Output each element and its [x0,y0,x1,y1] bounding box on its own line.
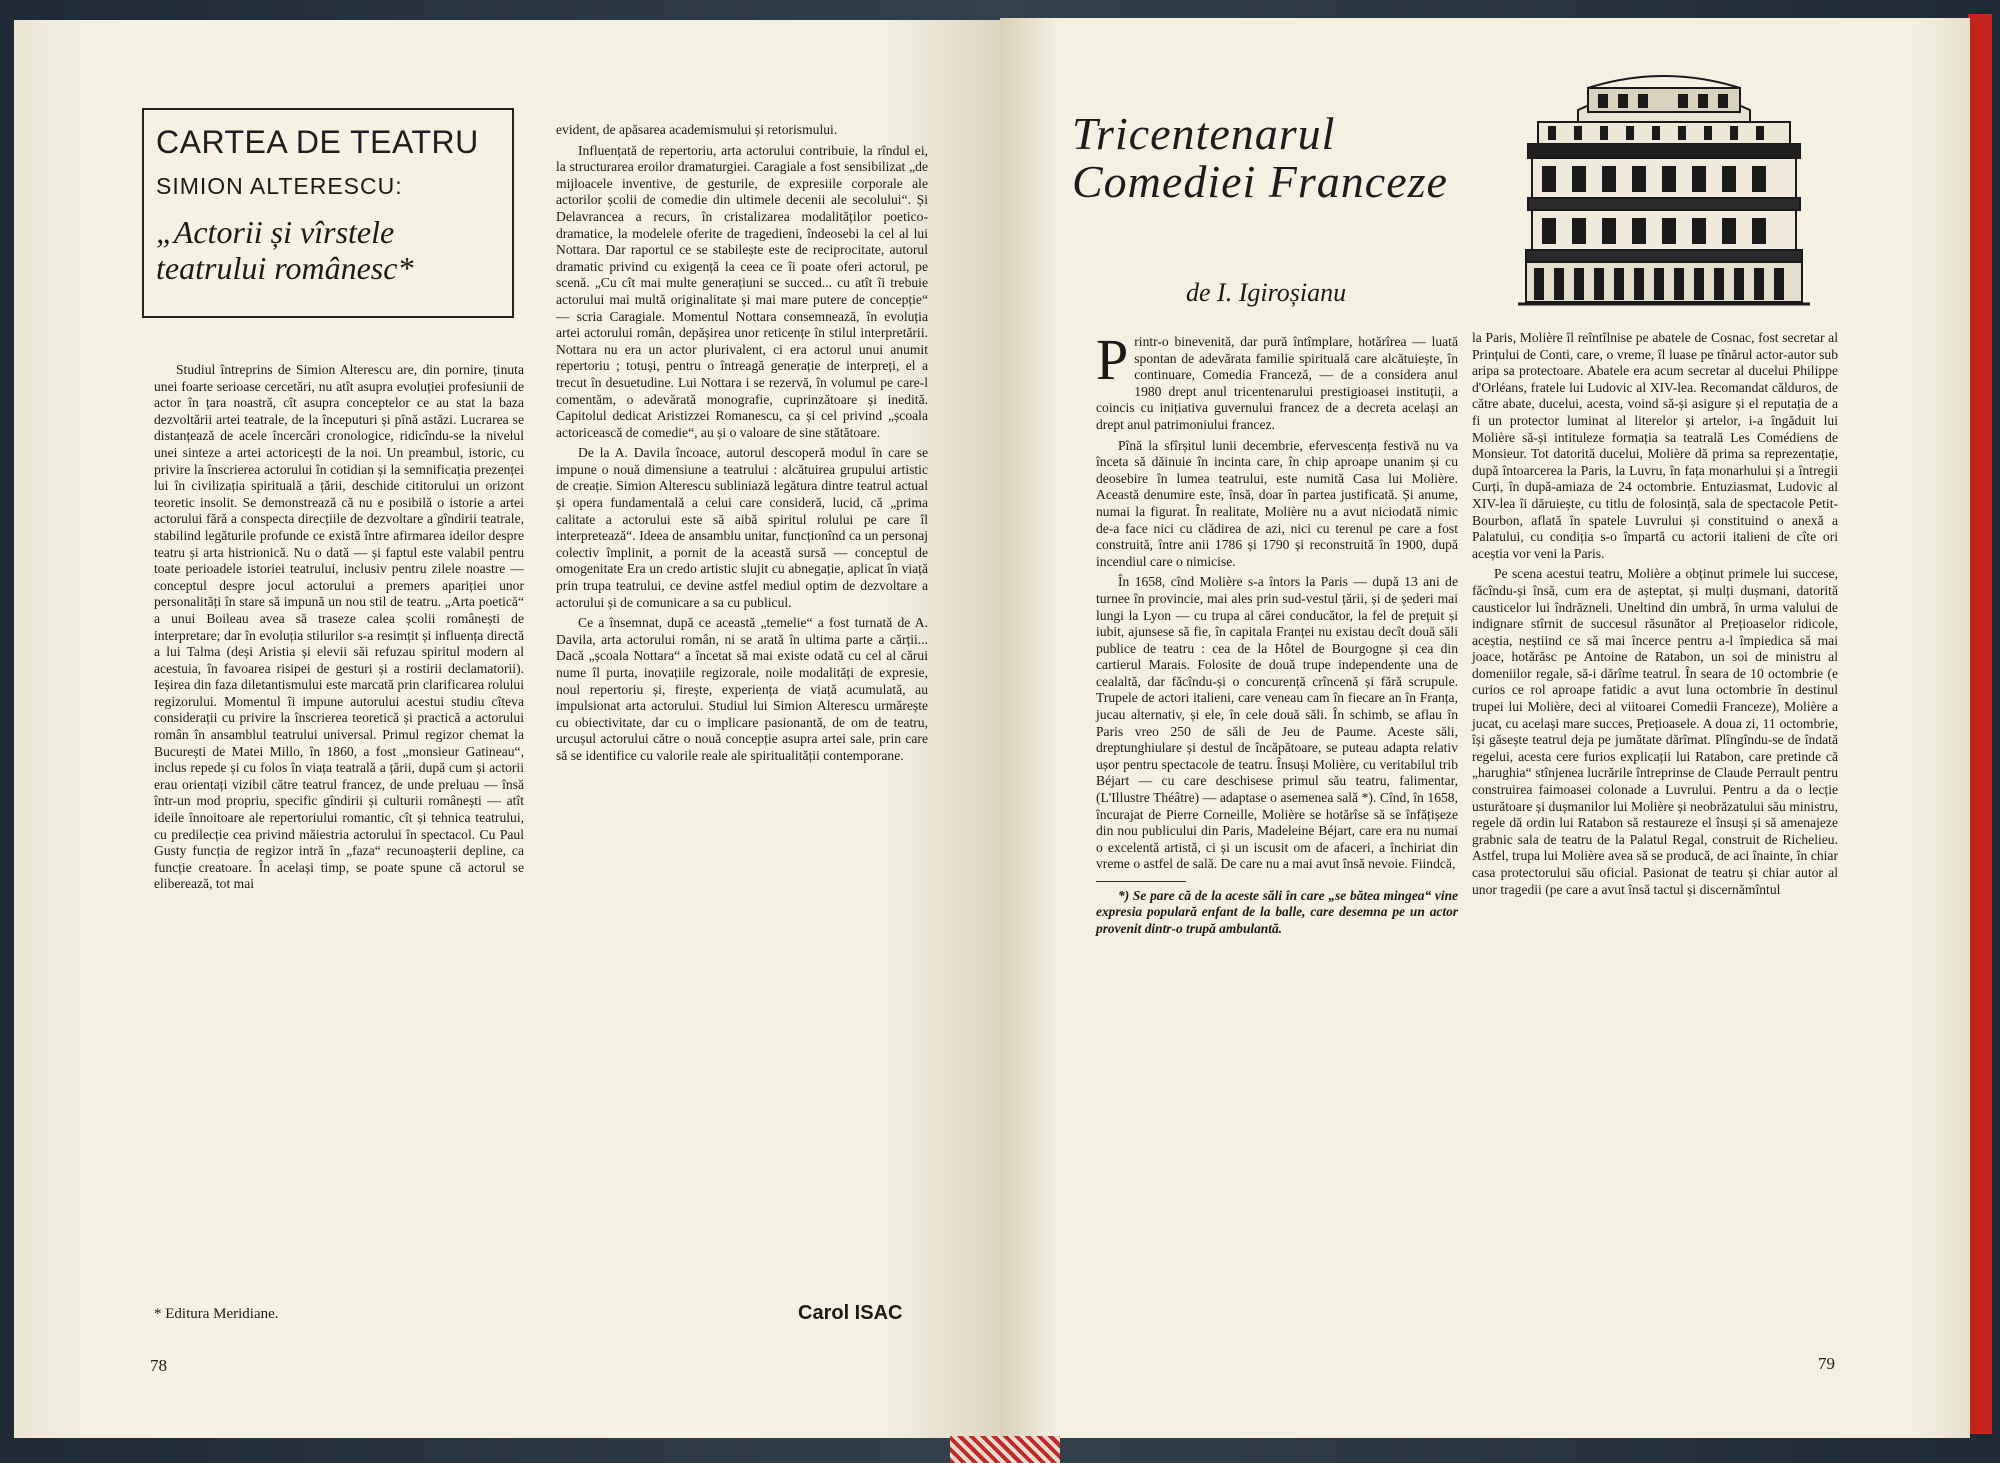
paragraph: Influențată de repertoriu, arta actorului contribuie, la rîndul ei, la structurarea eroilor dramaturgiei. Caragiale a fost sensibilizat „de mijloacele inventive, de gesturile, de expresiile corporale ale actorilor școlii de comedie din ultimele decenii ale secolului“. Și Delavrancea a recurs, în cristalizarea modalităților poetico-dramatice, la modelele oferite de tragedieni, îndeosebi la cel al lui Nottara. Dar raportul ce se stabilește este de reciprocitate, autorul dramatic privind cu exigență la ceea ce îi poate oferi actorul, pe scenă. „Cu cît mai multe generațiuni se succed... cu atît îi trebuie actorului mai multă originalitate și mai mare putere de concepție“ — scria Caragiale. Momentul Nottara consemnează, în evoluția artei actorului român, depășirea unor reticențe în stilul interpretării. Nottara nu era un actor plurivalent, ci era actorul unui anumit repertoriu ; totuși, pentru o întreagă generație de interpreți, el a trecut în desuetudine. Lui Nottara i se rezervă, în volumul pe care-l comentăm, o adevărată monografie, cuprinzătoare și inedită. Capitolul dedicat Aristizzei Romanescu, ca și cel privind „școala actoricească de comedie“, au și o valoare de sine stătătoare. [556,142,928,440]
page-number-right: 79 [1818,1354,1835,1373]
paragraph: rintr-o binevenită, dar pură întîmplare, hotărîrea — luată spontan de adevărata familie spirituală care alcătuiește, în continuare, Comedia Franceză, — de a considera anul 1980 drept anul tricentenarului prestigioasei instituții, a coincis cu inițiativa guvernului francez de a decreta același an drept anul patrimoniului francez. [1096,334,1458,432]
drop-cap: P [1096,327,1129,392]
article-footnote: *) Se pare că de la aceste săli în care „se bătea mingea“ vine expresia populară enfant de la balle, care desemna pe un actor provenit dintr-o trupă ambulantă. [1096,888,1458,936]
reviewed-book-title: „Actorii și vîrstele teatrului românesc* [156,214,414,286]
left-column-2 [556,122,928,769]
paragraph-with-dropcap [1096,327,1458,434]
paragraph: În 1658, cînd Molière s-a întors la Paris — după 13 ani de turnee în provincie, mai ales prin sud-vestul țării, și de șederi mai lungi la Lyon — cu trupa al cărei conducător, la fel de prețuit și iubit, ajunsese să fie, în capitala Franței nu existau decît două săli publice de teatru : cea de la Hôtel de Bourgogne și cea din cartierul Marais. Folosite de două trupe independente una de cealaltă, dar făcîndu-și o concurență crîncenă și fără scrupule. Trupele de actori italieni, care veneau cam în fiecare an în Franța, jucau alternativ, și ele, în cele două săli. În schimb, se aflau în Paris vreo 250 de săli de Jeu de Paume. Aceste săli, dreptunghiulare și destul de încăpătoare, se puteau adapta relativ ușor pentru spectacole de teatru. Însuși Molière, cu veritabilul trib Béjart — cu care deschisese primul său teatru, falimentar, (L'Illustre Théâtre) — adaptase o asemenea sală *). Cînd, în 1658, încurajat de Pierre Corneille, Molière se hotărîse să se înfățișeze din nou publicului din Paris, Madeleine Béjart, care era nu numai o excelentă artistă, ci și un iscusit om de afaceri, a închiriat din vreme o astfel de sală. De care nu a mai avut însă nevoie. Fiindcă, [1096,574,1458,872]
footnote-rule [1096,881,1186,882]
left-column-1 [154,362,524,897]
page-number-left: 78 [150,1356,167,1375]
publisher-footnote: * Editura Meridiane. [154,1306,279,1322]
section-title: CARTEA DE TEATRU [156,124,479,160]
red-edge-strip [1968,14,1992,1434]
paragraph: evident, de apăsarea academismului și retorismului. [556,122,838,137]
article-byline: de I. Igiroșianu [1186,278,1347,307]
bookmark-ribbon [950,1436,1060,1463]
paragraph: Pe scena acestui teatru, Molière a obținut primele lui succese, făcîndu-și însă, cum era de așteptat, și mulți dușmani, datorită causticelor lui îndrăzneli. Uneltind din umbră, în urma valului de indignare stîrnit de succesul răsunător al Prețioaselor ridicole, aceștia, neștiind ce să mai încerce pentru a-l împiedica să mai joace, hotărăsc pe Antoine de Ratabon, un soi de ministru al domeniilor regale, să-i dărîme teatrul. În seara de 10 octombrie (e curios ce rol aproape fatidic a avut luna octombrie în destinul trupei lui Molière, deci al viitoarei Comedii Franceze), Molière a jucat, cu același mare succes, Prețioasele. A doua zi, 11 octombrie, își găsește teatrul deja pe jumătate dărîmat. Plîngîndu-se de îndată regelui, acesta cere furios explicații lui Ratabon, care pretinde că „harughia“ stînjenea lucrările întreprinse de Claude Perrault pentru construirea faimoasei colonade a Luvrului. Pentru a da o lecție usturătoare și dușmanilor lui Molière și neobrăzatului său ministru, regele dă ordin lui Ratabon să restaureze el însuși și să amenajeze grabnic sala de teatru de la Palatul Regal, construit de Richelieu. Astfel, trupa lui Molière avea să se producă, de aci înainte, în chiar casa protectorului său oficial. Pasionat de teatru și chiar autor al unor tragedii (pe care a avut însă tactul și discernămîntul [1472,566,1838,897]
paragraph: De la A. Davila încoace, autorul descoperă modul în care se impune o nouă dimensiune a teatrului : alcătuirea grupului artistic de creație. Simion Alterescu subliniază legătura dintre teatrul actual și opera fundamentală a celui care consideră, lucid, că „prima calitate a actorului este să aibă spiritul rolului pe care îl interpretează“. Ideea de ansamblu unitar, funcționînd ca un personaj colectiv împlinit, a pornit de la această sursă — conceptul de omogenitate Era un credo artistic slujit cu abnegație, aplicat în viață prin trupa teatrului, ce devine astfel mediul optim de dezvoltare a actorului și de comunicare a sa cu publicul. [556,445,928,610]
review-signature: Carol ISAC [798,1302,903,1324]
theatre-building-icon [1518,70,1810,306]
paragraph: la Paris, Molière îl reîntîlnise pe abatele de Cosnac, fost secretar al Prințului de Conti, care, o vreme, îl luase pe tînărul actor-autor sub aripa sa protectoare. Abatele era acum secretar al ducelui Philippe d'Orléans, fratele lui Ludovic al XIV-lea. Recomandat călduros, de către abate, ducelui, acesta, voind să-și asigure și el reputația de a fi un protector luminat al literelor și artelor, i-a îngăduit lui Molière să-și intituleze formația sa teatrală Les Comédiens de Monsieur. Tot datorită ducelui, Molière dă prima sa reprezentație, după întoarcerea la Paris, la Luvru, în fața monarhului și a întregii Curți, în după-amiaza de 24 octombrie. Entuziasmat, Ludovic al XIV-lea îi dăruiește, cu titlu de folosință, sala de spectacole Petit-Bourbon, aflată în spatele Luvrului și constituind o anexă a Palatului, cu condiția s-o împartă cu actorii italieni de cîte ori aceștia vor veni la Paris. [1472,330,1838,561]
article-headline: Tricentenarul Comediei Franceze [1072,108,1448,207]
right-column-1 [1096,327,1458,941]
right-column-2 [1472,330,1838,902]
paragraph: Studiul întreprins de Simion Alterescu are, din pornire, ținuta unei foarte serioase cercetări, nu atît asupra evoluției profesiunii de actor în țara noastră, cît asupra conceptelor ce au stat la baza dezvoltării artei teatrale, de la începuturi și pînă astăzi. Lucrarea se distanțează de acele încercări cronologice, ridicîndu-se la nivelul unei sinteze a artei actoricești de la noi. Un preambul, istoric, cu privire la înscrierea actorului în cotidian și la semnificația prezenței lui în civilizația spirituală a țării, deschide cititorului un orizont teoretic insolit. Se demonstrează că nu e posibilă o istorie a artei actorului fără a conspecta direcțiile de dezvoltare a gîndirii teatrale, stabilind legăturile profunde ce există între afirmarea ideilor despre teatru și arta histrionică. Nu o dată — și faptul este valabil pentru toate perioadele istoriei teatrului, inclusiv pentru zilele noastre — conceptul despre jocul actorului a premers apariției unor personalități în stare să impună un nou stil de teatru. „Arta poetică“ a unui Boileau avea să traseze calea școlii românești de interpretare; dar în evoluția stilurilor s-a resimțit și influența directă a lui Talma (deși Aristia și elevii săi refuzau spiritul modern al acestuia, în favoarea risipei de gesturi și a rostirii declamatorii). Ieșirea din faza diletantismului este marcată prin clarificarea rolului regizorului. Momentul îi impune autorului acestui studiu cîteva considerații cu privire la înscrierea teoretică și practică a actorului român în ansamblul teatrului universal. Primul regizor chemat la București de Matei Millo, în 1860, a fost „monsieur Gatineau“, inclus repede și cu folos în viața teatrală a țării, după cum și actorii erau orientați vizibil către teatrul francez, de unde preluau — însă într-un mod propriu, specific gîndirii și culturii românești — atît ideile înnoitoare ale repertoriului romantic, cît și tehnica teatrului, cu predilecție cea privind măiestria actorului în spectacol. Cu Paul Gusty funcția de regizor intră în „faza“ recunoașterii depline, ca funcție creatoare. În același timp, se poate spune că actorul se eliberează, tot mai [154,362,524,892]
paragraph: Ce a însemnat, după ce această „temelie“ a fost turnată de A. Davila, arta actorului român, ni se arată în ultima parte a cărții... Dacă „școala Nottara“ a încetat să mai existe odată cu cel al cărui nume îl purta, inovațiile regizorale, noile modalități de expresie, noul repertoriu și, firește, experiența de viață acumulată, au impulsionat arta actorului. Studiul lui Simion Alterescu urmărește cu obiectivitate, dar cu o implicare pasionantă, de om de teatru, urcușul actorului către o nouă concepție asupra artei sale, prin care să se identifice cu valorile reale ale spiritualității contemporane. [556,615,928,763]
review-title-box [142,108,514,318]
reviewed-author: SIMION ALTERESCU: [156,173,403,199]
paragraph: Pînă la sfîrșitul lunii decembrie, efervescența festivă nu va înceta să dăinuie în incinta care, în chip aproape unanim și cu deosebire în lumea teatrului, este numită Casa lui Molière. Această denumire este, însă, doar în partea justificată. Și anume, numai la figurat. În realitate, Molière nu a avut niciodată nimic de-a face nici cu clădirea de azi, nici cu terenul pe care a fost construită, între anii 1786 și 1790 și reconstruită în 1900, după incendiul care o nimicise. [1096,437,1458,569]
